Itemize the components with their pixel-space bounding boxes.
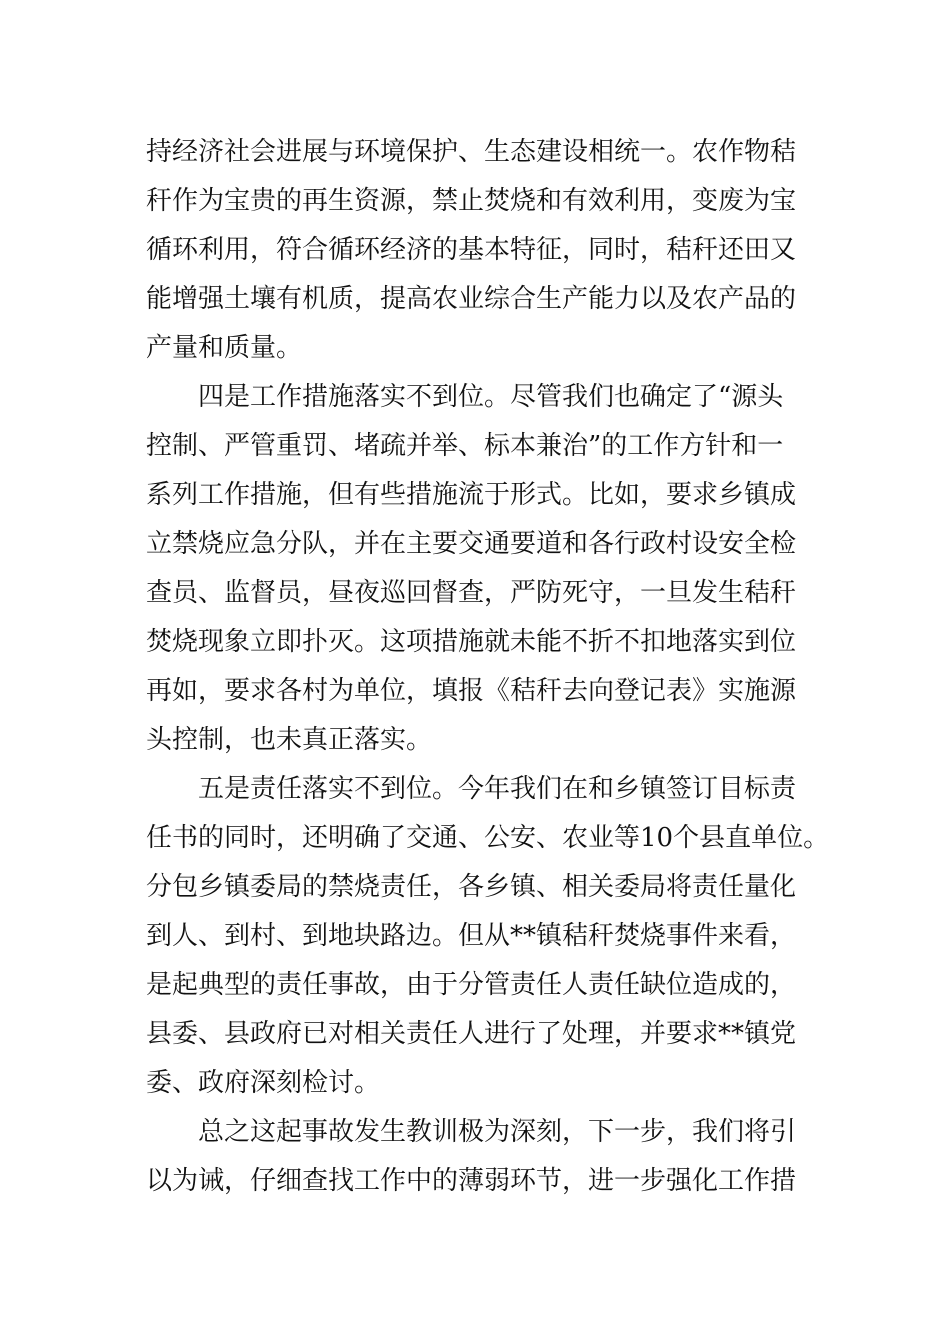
text-line: 产量和质量。 bbox=[146, 333, 303, 363]
text-line: 分包乡镇委局的禁烧责任，各乡镇、相关委局将责任量化 bbox=[146, 872, 797, 902]
text-line: 立禁烧应急分队，并在主要交通要道和各行政村设安全检 bbox=[146, 529, 797, 559]
text-line: 是起典型的责任事故，由于分管责任人责任缺位造成的， bbox=[146, 970, 797, 1000]
text-line: 五是责任落实不到位。今年我们在和乡镇签订目标责 bbox=[146, 774, 797, 804]
text-line: 控制、严管重罚、堵疏并举、标本兼治”的工作方针和一 bbox=[146, 431, 784, 461]
text-line: 查员、监督员，昼夜巡回督查，严防死守，一旦发生秸秆 bbox=[146, 578, 797, 608]
text-line: 以为诫，仔细查找工作中的薄弱环节，进一步强化工作措 bbox=[146, 1166, 797, 1196]
text-line: 总之这起事故发生教训极为深刻，下一步，我们将引 bbox=[146, 1117, 797, 1147]
text-line: 能增强土壤有机质，提高农业综合生产能力以及农产品的 bbox=[146, 284, 797, 314]
text-line: 系列工作措施，但有些措施流于形式。比如，要求乡镇成 bbox=[146, 480, 797, 510]
text-line: 再如，要求各村为单位，填报《秸秆去向登记表》实施源 bbox=[146, 676, 797, 706]
text-line: 委、政府深刻检讨。 bbox=[146, 1068, 381, 1098]
text-line: 头控制，也未真正落实。 bbox=[146, 725, 433, 755]
text-line: 县委、县政府已对相关责任人进行了处理，并要求**镇党 bbox=[146, 1019, 797, 1049]
text-line: 四是工作措施落实不到位。尽管我们也确定了“源头 bbox=[146, 382, 784, 412]
body-text bbox=[146, 128, 830, 1206]
text-line: 到人、到村、到地块路边。但从**镇秸秆焚烧事件来看， bbox=[146, 921, 797, 951]
text-line: 焚烧现象立即扑灭。这项措施就未能不折不扣地落实到位 bbox=[146, 627, 797, 657]
text-line: 循环利用，符合循环经济的基本特征，同时，秸秆还田又 bbox=[146, 235, 797, 265]
text-line: 秆作为宝贵的再生资源，禁止焚烧和有效利用，变废为宝 bbox=[146, 186, 797, 216]
text-line: 持经济社会进展与环境保护、生态建设相统一。农作物秸 bbox=[146, 137, 797, 167]
text-line: 任书的同时，还明确了交通、公安、农业等10个县直单位。 bbox=[146, 823, 830, 853]
